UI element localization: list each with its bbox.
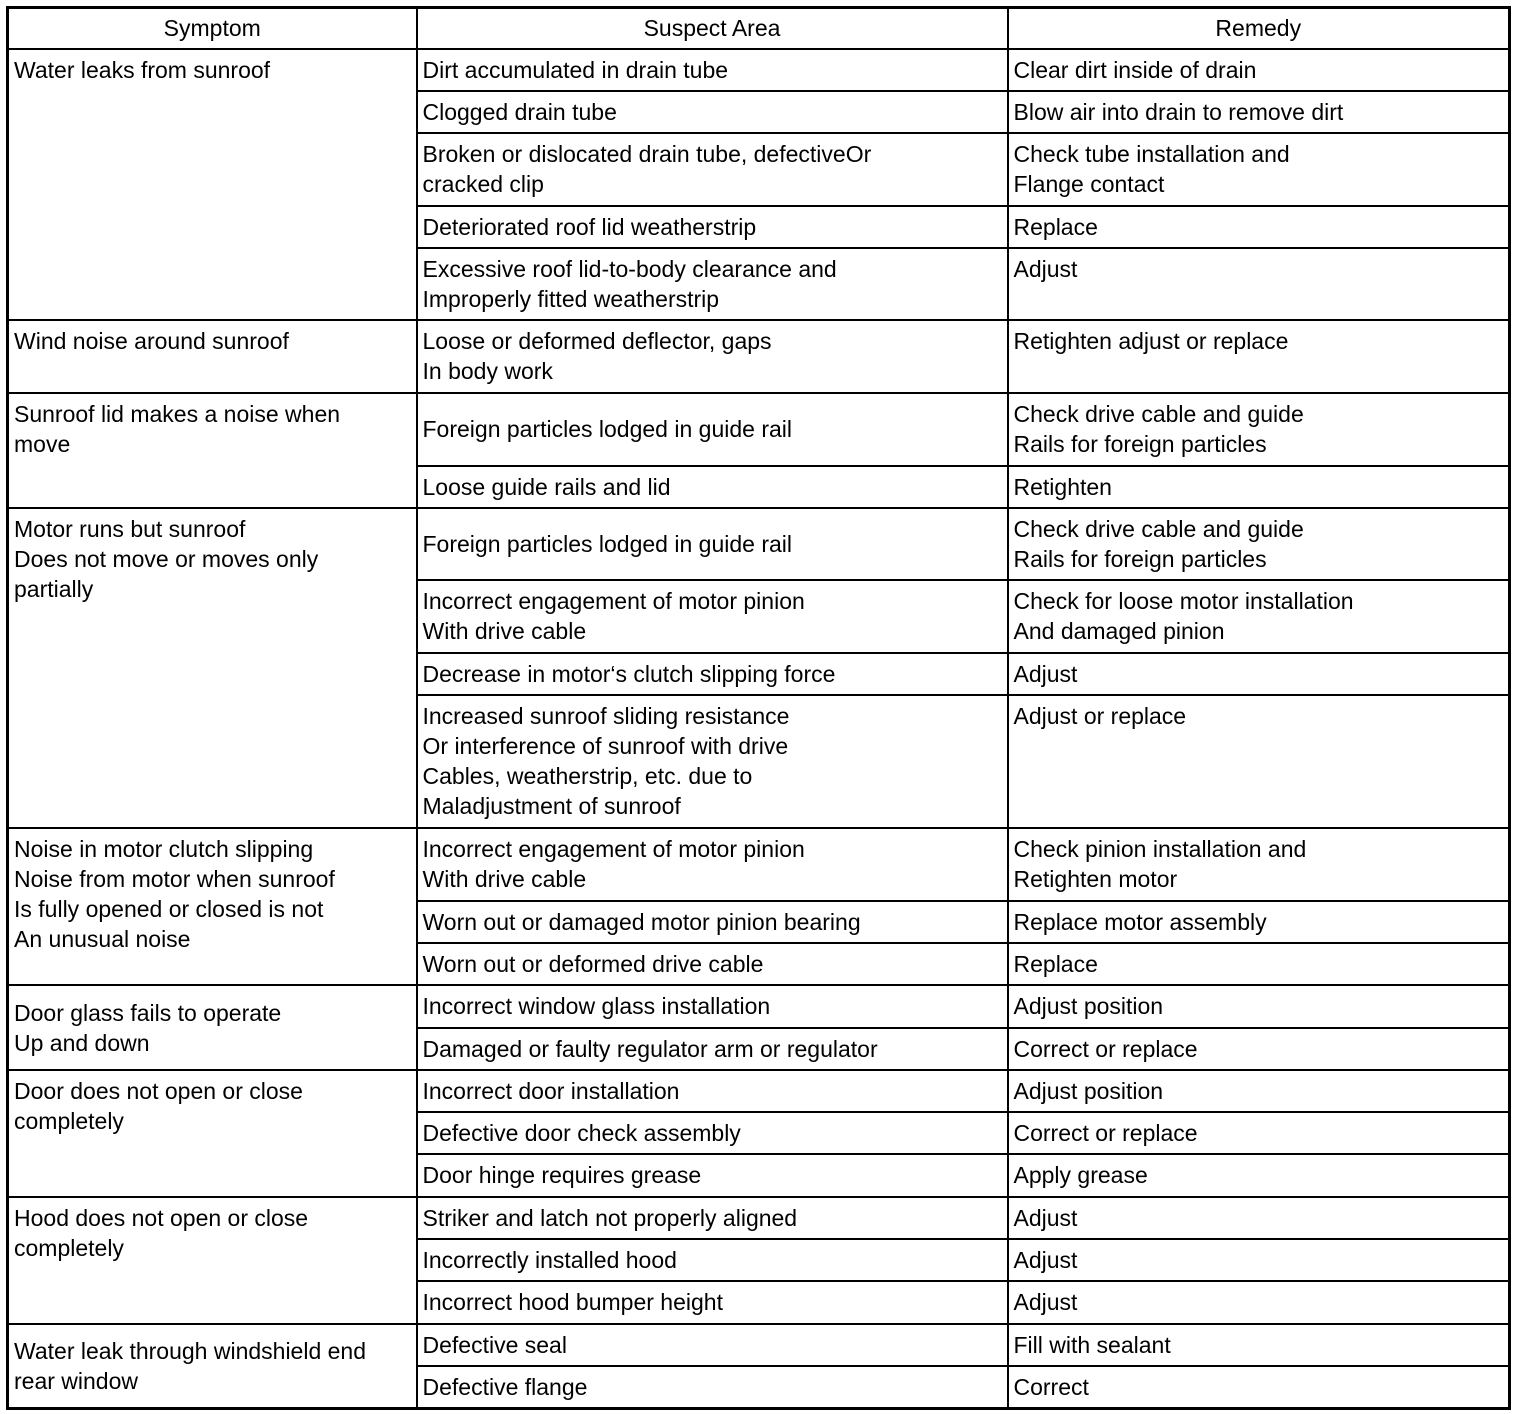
symptom-cell: [8, 828, 417, 985]
cell-line: Noise in motor clutch slipping: [14, 836, 314, 863]
suspect-area-cell: [417, 695, 1008, 828]
header-symptom: Symptom: [8, 8, 417, 49]
suspect-area-cell: [417, 393, 1008, 466]
remedy-cell: [1008, 580, 1510, 653]
cell-line: Flange contact: [1013, 171, 1165, 198]
cell-line: Maladjustment of sunroof: [422, 793, 681, 820]
cell-line: With drive cable: [422, 618, 587, 645]
cell-line: Dirt accumulated in drain tube: [422, 56, 729, 83]
cell-line: Correct or replace: [1013, 1035, 1198, 1062]
symptom-cell: [8, 1324, 417, 1409]
suspect-area-cell: [417, 828, 1008, 901]
suspect-area-cell: [417, 1366, 1008, 1409]
cell-line: Rails for foreign particles: [1013, 545, 1267, 572]
remedy-cell: [1008, 1239, 1510, 1281]
cell-line: Foreign particles lodged in guide rail: [422, 531, 792, 558]
suspect-area-cell: [417, 1281, 1008, 1323]
cell-line: Door does not open or close: [14, 1077, 303, 1104]
cell-line: Adjust: [1013, 255, 1078, 282]
cell-line: Adjust position: [1013, 993, 1164, 1020]
cell-line: In body work: [422, 358, 553, 385]
cell-line: Check drive cable and guide: [1013, 400, 1304, 427]
symptom-cell: [8, 49, 417, 321]
table-row: [8, 828, 1510, 901]
header-remedy: Remedy: [1008, 8, 1510, 49]
suspect-area-cell: [417, 580, 1008, 653]
table-row: [8, 320, 1510, 393]
remedy-cell: [1008, 985, 1510, 1027]
table-row: [8, 985, 1510, 1027]
troubleshooting-table: [6, 6, 1511, 1410]
cell-line: Motor runs but sunroof: [14, 515, 246, 542]
cell-line: Is fully opened or closed is not: [14, 896, 324, 923]
cell-line: Apply grease: [1013, 1162, 1148, 1189]
remedy-cell: [1008, 1154, 1510, 1196]
cell-line: Correct or replace: [1013, 1120, 1198, 1147]
cell-line: Retighten adjust or replace: [1013, 328, 1289, 355]
cell-line: move: [14, 430, 71, 457]
table-row: [8, 1324, 1510, 1366]
cell-line: Door hinge requires grease: [422, 1162, 702, 1189]
cell-line: And damaged pinion: [1013, 618, 1225, 645]
cell-line: Water leak through windshield end: [14, 1337, 367, 1364]
cell-line: Check pinion installation and: [1013, 836, 1307, 863]
remedy-cell: [1008, 1028, 1510, 1070]
cell-line: Decrease in motor‘s clutch slipping force: [422, 660, 836, 687]
suspect-area-cell: [417, 133, 1008, 206]
cell-line: Replace motor assembly: [1013, 908, 1267, 935]
cell-line: Wind noise around sunroof: [14, 328, 289, 355]
cell-line: Increased sunroof sliding resistance: [422, 703, 790, 730]
cell-line: Sunroof lid makes a noise when: [14, 400, 341, 427]
cell-line: Loose or deformed deflector, gaps: [422, 328, 772, 355]
remedy-cell: [1008, 943, 1510, 985]
symptom-cell: [8, 320, 417, 393]
cell-line: Incorrect door installation: [422, 1077, 680, 1104]
cell-line: Retighten: [1013, 473, 1112, 500]
remedy-cell: [1008, 1070, 1510, 1112]
suspect-area-cell: [417, 248, 1008, 321]
cell-line: cracked clip: [422, 171, 544, 198]
cell-line: Door glass fails to operate: [14, 999, 282, 1026]
cell-line: Damaged or faulty regulator arm or regulator: [422, 1035, 878, 1062]
cell-line: Noise from motor when sunroof: [14, 866, 335, 893]
cell-line: Striker and latch not properly aligned: [422, 1204, 798, 1231]
cell-line: Check drive cable and guide: [1013, 515, 1304, 542]
cell-line: Incorrect engagement of motor pinion: [422, 588, 805, 615]
cell-line: With drive cable: [422, 866, 587, 893]
cell-line: Fill with sealant: [1013, 1331, 1171, 1358]
cell-line: Retighten motor: [1013, 866, 1178, 893]
remedy-cell: [1008, 1112, 1510, 1154]
cell-line: Broken or dislocated drain tube, defectiveOr: [422, 141, 872, 168]
cell-line: Incorrect engagement of motor pinion: [422, 836, 805, 863]
table-row: [8, 508, 1510, 581]
cell-line: Check for loose motor installation: [1013, 588, 1354, 615]
remedy-cell: [1008, 1197, 1510, 1239]
cell-line: partially: [14, 575, 94, 602]
suspect-area-cell: [417, 466, 1008, 508]
cell-line: Adjust position: [1013, 1077, 1164, 1104]
symptom-cell: [8, 1197, 417, 1324]
remedy-cell: [1008, 248, 1510, 321]
cell-line: Excessive roof lid-to-body clearance and: [422, 255, 837, 282]
cell-line: Adjust or replace: [1013, 703, 1187, 730]
cell-line: Adjust: [1013, 1204, 1078, 1231]
suspect-area-cell: [417, 320, 1008, 393]
remedy-cell: [1008, 828, 1510, 901]
suspect-area-cell: [417, 985, 1008, 1027]
header-suspect-area: Suspect Area: [417, 8, 1008, 49]
remedy-cell: [1008, 1281, 1510, 1323]
remedy-cell: [1008, 206, 1510, 248]
suspect-area-cell: [417, 91, 1008, 133]
cell-line: Defective door check assembly: [422, 1120, 741, 1147]
cell-line: Improperly fitted weatherstrip: [422, 285, 720, 312]
cell-line: Worn out or damaged motor pinion bearing: [422, 908, 861, 935]
cell-line: Correct: [1013, 1373, 1089, 1400]
cell-line: Cables, weatherstrip, etc. due to: [422, 763, 753, 790]
remedy-cell: [1008, 1366, 1510, 1409]
cell-line: Clear dirt inside of drain: [1013, 56, 1257, 83]
cell-line: Check tube installation and: [1013, 141, 1290, 168]
suspect-area-cell: [417, 901, 1008, 943]
cell-line: rear window: [14, 1367, 138, 1394]
remedy-cell: [1008, 901, 1510, 943]
remedy-cell: [1008, 393, 1510, 466]
remedy-cell: [1008, 695, 1510, 828]
cell-line: Deteriorated roof lid weatherstrip: [422, 213, 757, 240]
cell-line: Clogged drain tube: [422, 98, 617, 125]
symptom-cell: [8, 985, 417, 1070]
cell-line: Incorrect window glass installation: [422, 993, 771, 1020]
cell-line: Hood does not open or close: [14, 1204, 309, 1231]
cell-line: Loose guide rails and lid: [422, 473, 671, 500]
cell-line: Or interference of sunroof with drive: [422, 733, 789, 760]
suspect-area-cell: [417, 1070, 1008, 1112]
cell-line: completely: [14, 1234, 124, 1261]
table-body: [8, 49, 1510, 1409]
cell-line: Worn out or deformed drive cable: [422, 950, 764, 977]
remedy-cell: [1008, 320, 1510, 393]
table-row: [8, 49, 1510, 91]
header-row: [8, 8, 1510, 49]
cell-line: Adjust: [1013, 660, 1078, 687]
suspect-area-cell: [417, 653, 1008, 695]
cell-line: Foreign particles lodged in guide rail: [422, 416, 792, 443]
cell-line: Blow air into drain to remove dirt: [1013, 98, 1344, 125]
remedy-cell: [1008, 1324, 1510, 1366]
table-row: [8, 1070, 1510, 1112]
cell-line: Does not move or moves only: [14, 545, 319, 572]
table-row: [8, 1197, 1510, 1239]
suspect-area-cell: [417, 1239, 1008, 1281]
cell-line: Adjust: [1013, 1289, 1078, 1316]
suspect-area-cell: [417, 1154, 1008, 1196]
suspect-area-cell: [417, 943, 1008, 985]
cell-line: Defective seal: [422, 1331, 567, 1358]
cell-line: Adjust: [1013, 1247, 1078, 1274]
cell-line: Replace: [1013, 213, 1098, 240]
cell-line: Rails for foreign particles: [1013, 430, 1267, 457]
remedy-cell: [1008, 133, 1510, 206]
suspect-area-cell: [417, 1028, 1008, 1070]
remedy-cell: [1008, 653, 1510, 695]
table-row: [8, 393, 1510, 466]
cell-line: Water leaks from sunroof: [14, 56, 271, 83]
symptom-cell: [8, 1070, 417, 1197]
cell-line: Incorrect hood bumper height: [422, 1289, 723, 1316]
suspect-area-cell: [417, 1197, 1008, 1239]
symptom-cell: [8, 508, 417, 828]
suspect-area-cell: [417, 508, 1008, 581]
remedy-cell: [1008, 49, 1510, 91]
suspect-area-cell: [417, 1112, 1008, 1154]
cell-line: An unusual noise: [14, 926, 191, 953]
remedy-cell: [1008, 466, 1510, 508]
cell-line: completely: [14, 1107, 124, 1134]
cell-line: Replace: [1013, 950, 1098, 977]
suspect-area-cell: [417, 1324, 1008, 1366]
cell-line: Incorrectly installed hood: [422, 1247, 677, 1274]
remedy-cell: [1008, 508, 1510, 581]
suspect-area-cell: [417, 206, 1008, 248]
suspect-area-cell: [417, 49, 1008, 91]
remedy-cell: [1008, 91, 1510, 133]
cell-line: Defective flange: [422, 1373, 588, 1400]
symptom-cell: [8, 393, 417, 508]
cell-line: Up and down: [14, 1029, 150, 1056]
